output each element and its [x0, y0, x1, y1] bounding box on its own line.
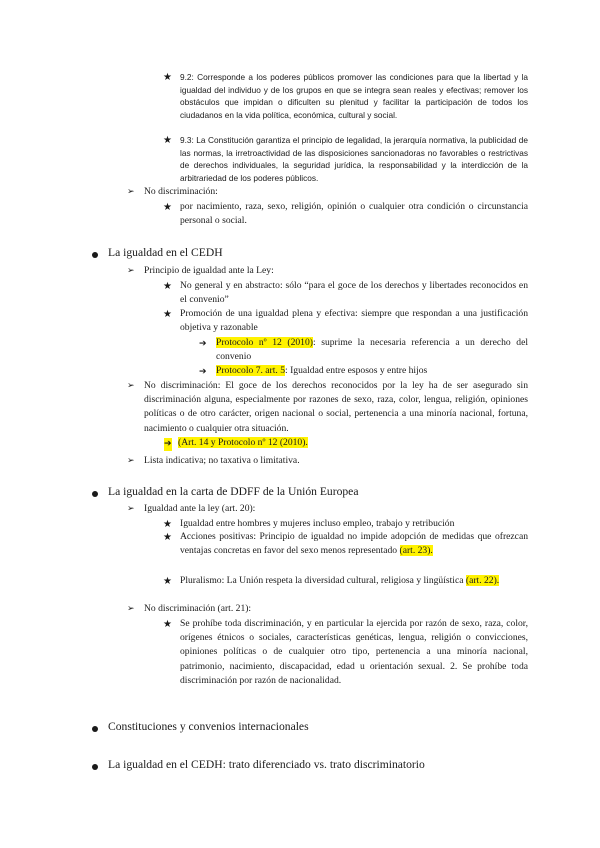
cedh-no-discriminacion: No discriminación: El goce de los derechos reconocidos por la ley ha de ser asegurado sin discriminación alguna, especialmente por razones de sexo, raza, color, lengua, religión, opiniones políticas o de otro carácter, origen nacional o social, pertenencia a una minoría nacional, fortuna, nacimiento o cualquier otra situación.	[144, 380, 528, 434]
arrow-bullet-icon: ➔	[164, 439, 172, 449]
arrow-bullet-icon: ➔	[199, 367, 207, 377]
triangle-bullet-icon: ➢	[127, 381, 135, 391]
star-bullet-icon: ★	[163, 72, 172, 83]
item-9-3: 9.3: La Constitución garantiza el principio de legalidad, la jerarquía normativa, la publicidad de las normas, la irretroactividad de las disposiciones sancionadoras no favorables o restrictivas de derechos individuales, la seguridad jurídica, la responsabilidad y la interdicción de la arbitrariedad de los poderes públicos.	[180, 135, 528, 183]
round-bullet-icon	[92, 491, 98, 497]
igualdad-hombres-mujeres: Igualdad entre hombres y mujeres incluso empleo, trabajo y retribución	[180, 518, 455, 529]
star-bullet-icon: ★	[163, 202, 172, 213]
nodisc-label: No discriminación:	[144, 186, 218, 197]
arrow-bullet-icon: ➔	[199, 339, 207, 349]
section-heading-constituciones: Constituciones y convenios internacionales	[108, 720, 309, 733]
round-bullet-icon	[92, 764, 98, 770]
lista-indicativa: Lista indicativa; no taxativa o limitativa.	[144, 455, 300, 466]
triangle-bullet-icon: ➢	[127, 504, 135, 514]
protocolo-12-text: : suprime la necesaria referencia a un derecho del convenio	[216, 337, 528, 363]
section-heading-cedh: La igualdad en el CEDH	[108, 246, 223, 259]
protocolo-7-text: : Igualdad entre esposos y entre hijos	[285, 365, 428, 376]
star-bullet-icon: ★	[163, 135, 172, 146]
star-bullet-icon: ★	[163, 281, 172, 292]
promocion: Promoción de una igualdad plena y efectiva: siempre que respondan a una justificación objetiva y razonable	[180, 308, 528, 334]
star-bullet-icon: ★	[163, 576, 172, 587]
triangle-bullet-icon: ➢	[127, 456, 135, 466]
se-prohibe: Se prohíbe toda discriminación, y en particular la ejercida por razón de sexo, raza, color, orígenes étnicos o sociales, características genéticas, lengua, religión o convicciones, opiniones políticas o de cualquier otro tipo, pertenencia a una minoría nacional, patrimonio, nacimiento, discapacidad, edad u orientación sexual. 2. Se prohíbe toda discriminación por razón de nacionalidad.	[180, 618, 528, 686]
round-bullet-icon	[92, 252, 98, 258]
section-heading-trato: La igualdad en el CEDH: trato diferenciado vs. trato discriminatorio	[108, 758, 425, 771]
acciones-positivas	[180, 530, 528, 558]
art-14-ref	[178, 436, 518, 450]
section-heading-carta-ue: La igualdad en la carta de DDFF de la Unión Europea	[108, 485, 359, 498]
star-bullet-icon: ★	[163, 619, 172, 630]
pluralismo-text: Pluralismo: La Unión respeta la diversidad cultural, religiosa y lingüística	[180, 575, 464, 586]
ue-no-discriminacion: No discriminación (art. 21):	[144, 603, 252, 614]
principio-igualdad: Principio de igualdad ante la Ley:	[144, 265, 274, 276]
star-bullet-icon: ★	[163, 532, 172, 543]
pluralismo	[180, 574, 528, 588]
triangle-bullet-icon: ➢	[127, 604, 135, 614]
nodisc-item: por nacimiento, raza, sexo, religión, opinión o cualquier otra condición o circunstancia personal o social.	[180, 201, 528, 227]
protocolo-12	[216, 336, 528, 364]
highlight-art-22: (art. 22).	[465, 575, 500, 586]
item-9-2: 9.2: Corresponde a los poderes públicos promover las condiciones para que la libertad y la igualdad del individuo y de los grupos en que se integra sean reales y efectivas; remover los obstáculos que impidan o dificulten su plenitud y facilitar la participación de todos los ciudadanos en la vida política, económica, cultural y social.	[180, 72, 528, 120]
highlight-protocolo-12: Protocolo nº 12 (2010)	[216, 337, 313, 348]
triangle-bullet-icon: ➢	[127, 187, 135, 197]
no-general: No general y en abstracto: sólo “para el goce de los derechos y libertades reconocidos en el convenio”	[180, 280, 528, 306]
protocolo-7	[216, 364, 528, 378]
highlight-art-23: (art. 23).	[399, 545, 433, 557]
round-bullet-icon	[92, 726, 98, 732]
highlight-art-14: (Art. 14 y Protocolo nº 12 (2010).	[178, 437, 308, 448]
highlight-protocolo-7: Protocolo 7. art. 5	[216, 365, 286, 376]
star-bullet-icon: ★	[163, 519, 172, 530]
igualdad-ante-ley: Igualdad ante la ley (art. 20):	[144, 503, 256, 514]
star-bullet-icon: ★	[163, 309, 172, 320]
acciones-positivas-text: Acciones positivas: Principio de igualdad no impide adopción de medidas que ofrezcan ventajas concretas en favor del sexo menos representado	[180, 531, 528, 557]
triangle-bullet-icon: ➢	[127, 266, 135, 276]
